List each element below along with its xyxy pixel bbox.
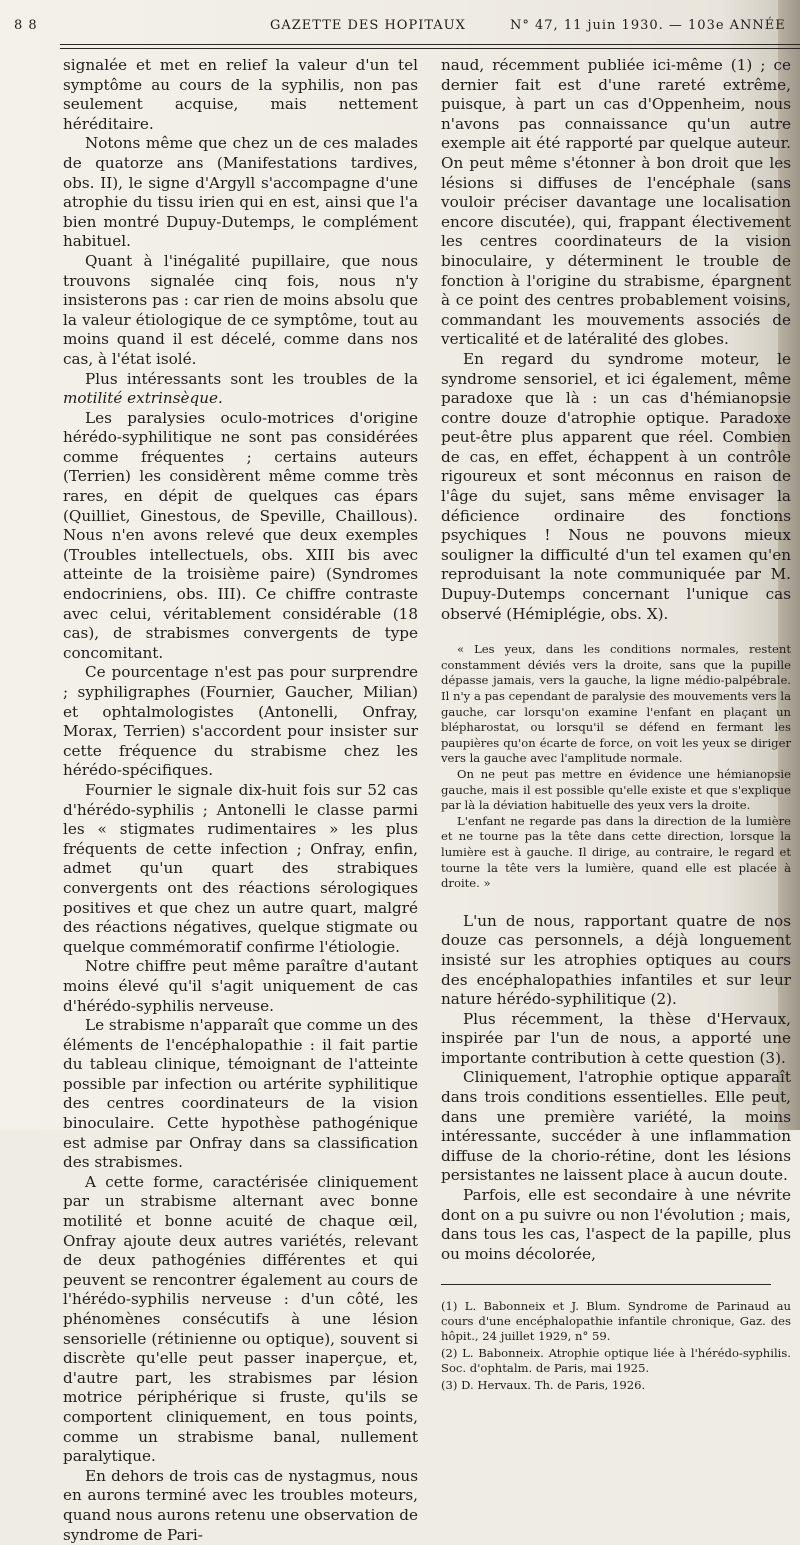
paragraph: En dehors de trois cas de nystagmus, nous en aurons terminé avec les troubles moteurs, quand nous aurons retenu une observation de syndrome de Pari- xyxy=(63,1466,418,1544)
footnote-rule xyxy=(441,1284,771,1285)
page-header xyxy=(14,12,786,36)
paragraph: signalée et met en relief la valeur d'un tel symptôme au cours de la syphilis, non pas seulement acquise, mais nettement héréditaire. xyxy=(63,56,418,133)
emphasis: motilité extrinsèque. xyxy=(63,389,223,408)
paragraph: Les paralysies oculo-motrices d'origine hérédo-syphilitique ne sont pas considérées comme fréquentes ; certains auteurs (Terrien) les considèrent même comme très rares, en dépit de quelques cas épars (Quilliet, Ginestous, de Speville, Chaillous). Nous n'en avons relevé que deux exemples (Troubles intellectuels, obs. XIII bis avec atteinte de la troisième paire) (Syndromes endocriniens, obs. III). Ce chiffre contraste avec celui, véritablement considérable (18 cas), de strabismes convergents de type concomitant. xyxy=(63,408,418,662)
quote-paragraph: « Les yeux, dans les conditions normales, restent constamment déviés vers la droite, sans que la pupille dépasse jamais, vers la gauche, la ligne médio-palpébrale. Il n'y a pas cependant de paralysie des mouvements vers la gauche, car lorsqu'on examine l'enfant en plaçant un blépharostat, ou lorsqu'il se défend en fermant les paupières qu'on écarte de force, on voit les yeux se diriger vers la gauche avec l'amplitude normale. xyxy=(441,642,791,766)
header-rule xyxy=(60,44,800,45)
issue-info: N° 47, 11 juin 1930. — 103e ANNÉE xyxy=(510,18,786,33)
journal-title: GAZETTE DES HOPITAUX xyxy=(270,18,466,33)
right-column xyxy=(441,56,791,1395)
paragraph: A cette forme, caractérisée cliniquement par un strabisme alternant avec bonne motilité et bonne acuité de chaque œil, Onfray ajoute deux autres variétés, relevant de deux pathogénies différentes et qui peuvent se rencontrer également au cours de l'hérédo-syphilis nerveuse : d'un côté, les phénomènes consécutifs à une lésion sensorielle (rétinienne ou optique), souvent si discrète qu'elle peut passer inaperçue, et, d'autre part, les strabismes par lésion motrice périphérique si fruste, qu'ils se comportent cliniquement, en tous points, comme un strabisme banal, nullement paralytique. xyxy=(63,1172,418,1466)
left-column xyxy=(63,56,418,1545)
footnote: (3) D. Hervaux. Th. de Paris, 1926. xyxy=(441,1378,646,1393)
paragraph: naud, récemment publiée ici-même (1) ; ce dernier fait est d'une rareté extrême, puisque, à part un cas d'Oppenheim, nous n'avons pas connaissance qu'un autre exemple ait été rapporté par quelque auteur. On peut même s'étonner à bon droit que les lésions si diffuses de l'encéphale (sans vouloir préciser davantage une localisation encore discutée), qui, frappant électivement les centres coordinateurs de la vision binoculaire, y déterminent le trouble de fonction à l'origine du strabisme, épargnent à ce point des centres probablement voisins, commandant les mouvements associés de verticalité et de latéralité des globes. xyxy=(441,56,791,349)
paragraph: Parfois, elle est secondaire à une névrite dont on a pu suivre ou non l'évolution ; mais, dans tous les cas, l'aspect de la papille, plus ou moins décolorée, xyxy=(441,1186,791,1263)
quote-paragraph: L'enfant ne regarde pas dans la direction de la lumière et ne tourne pas la tête dans cette direction, lorsque la lumière est à gauche. Il dirige, au contraire, le regard et tourne la tête vers la lumière, quand elle est placée à droite. » xyxy=(441,813,791,891)
paragraph: Ce pourcentage n'est pas pour surprendre ; syphiligraphes (Fournier, Gaucher, Milian) et ophtalmologistes (Antonelli, Onfray, Morax, Terrien) s'accordent pour insister sur cette fréquence du strabisme chez les hérédo-spécifiques. xyxy=(63,663,418,780)
paragraph-text: Plus intéressants sont les troubles de la xyxy=(85,369,418,388)
paragraph: Cliniquement, l'atrophie optique apparaît dans trois conditions essentielles. Elle peut, dans une première variété, la moins intéressante, succéder à une inflammation diffuse de la chorio-rétine, dont les lésions persistantes ne laissent place à aucun doute. xyxy=(441,1068,791,1185)
paragraph: Le strabisme n'apparaît que comme un des éléments de l'encéphalopathie : il fait partie du tableau clinique, témoignant de l'atteinte possible par infection ou artérite syphilitique des centres coordinateurs de la vision binoculaire. Cette hypothèse pathogénique est admise par Onfray dans sa classification des strabismes. xyxy=(63,1016,418,1172)
footnotes xyxy=(441,1299,791,1393)
quote-paragraph: On ne peut pas mettre en évidence une hémianopsie gauche, mais il est possible qu'elle existe et que s'explique par là la déviation habituelle des yeux vers la droite. xyxy=(441,766,791,813)
page-number: 8 8 xyxy=(14,18,38,33)
paragraph: Quant à l'inégalité pupillaire, que nous trouvons signalée cinq fois, nous n'y insisterons pas : car rien de moins absolu que la valeur étiologique de ce symptôme, tout au moins quand il est décelé, comme dans nos cas, à l'état isolé. xyxy=(63,251,418,368)
paragraph: L'un de nous, rapportant quatre de nos douze cas personnels, a déjà longuement insisté sur les atrophies optiques au cours des encéphalopathies infantiles et sur leur nature hérédo-syphilitique (2). xyxy=(441,911,791,1009)
paragraph: Notre chiffre peut même paraître d'autant moins élevé qu'il s'agit uniquement de cas d'hérédo-syphilis nerveuse. xyxy=(63,957,418,1015)
paragraph: En regard du syndrome moteur, le syndrome sensoriel, et ici également, même paradoxe que là : un cas d'hémianopsie contre douze d'atrophie optique. Paradoxe peut-être plus apparent que réel. Combien de cas, en effet, échappent à un contrôle rigoureux et sont méconnus en raison de l'âge du sujet, sans même envisager la déficience ordinaire des fonctions psychiques ! Nous ne pouvons mieux souligner la difficulté d'un tel examen qu'en reproduisant la note communiquée par M. Dupuy-Dutemps concernant l'unique cas observé (Hémiplégie, obs. X). xyxy=(441,349,791,623)
footnote: (2) L. Babonneix. Atrophie optique liée à l'hérédo-syphilis. Soc. d'ophtalm. de Paris, mai 1925. xyxy=(441,1346,791,1376)
paragraph: Plus récemment, la thèse d'Hervaux, inspirée par l'un de nous, a apporté une importante contribution à cette question (3). xyxy=(441,1009,791,1067)
footnote: (1) L. Babonneix et J. Blum. Syndrome de Parinaud au cours d'une encéphalopathie infantile chronique, Gaz. des hôpit., 24 juillet 1929, n° 59. xyxy=(441,1299,791,1344)
quoted-note xyxy=(441,642,791,892)
header-rule-double xyxy=(60,48,800,49)
paragraph: Fournier le signale dix-huit fois sur 52 cas d'hérédo-syphilis ; Antonelli le classe parmi les « stigmates rudimentaires » les plus fréquents de cette infection ; Onfray, enfin, admet qu'un quart des strabiques convergents ont des réactions sérologiques positives et que chez un autre quart, malgré des réactions négatives, quelque stigmate ou quelque commémoratif confirme l'étiologie. xyxy=(63,780,418,956)
paragraph xyxy=(63,370,418,409)
paragraph: Notons même que chez un de ces malades de quatorze ans (Manifestations tardives, obs. II), le signe d'Argyll s'accompagne d'une atrophie du tissu irien qui en est, ainsi que l'a bien montré Dupuy-Dutemps, le complément habituel. xyxy=(63,134,418,251)
after-quote-block xyxy=(441,912,791,1265)
